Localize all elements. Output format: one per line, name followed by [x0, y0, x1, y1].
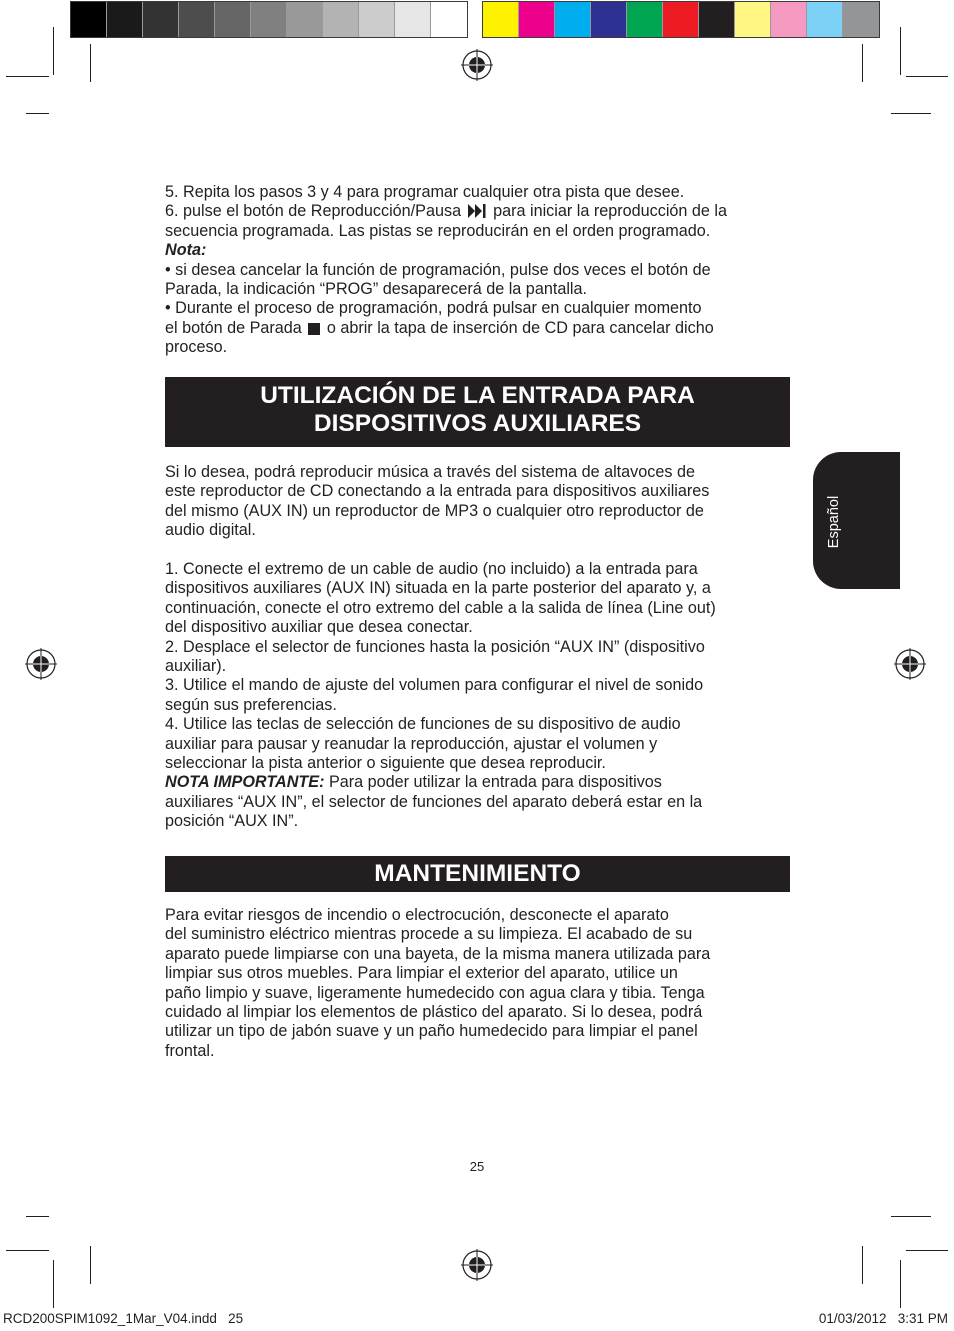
slug-filename: RCD200SPIM1092_1Mar_V04.indd 25: [3, 1311, 244, 1326]
color-swatch: [555, 2, 591, 37]
color-swatch: [627, 2, 663, 37]
aux-intro: Si lo desea, podrá reproducir música a través del sistema de altavoces de este reproductor de CD conectando a la entrada para dispositivos auxiliares del mismo (AUX IN) un reproductor de MP3 o cualquier otro reproductor de audio digital.: [165, 463, 710, 540]
aux-section-title: UTILIZACIÓN DE LA ENTRADA PARA DISPOSITIVOS AUXILIARES: [165, 377, 790, 447]
step-6-line: 6. pulse el botón de Reproducción/Pausa para iniciar la reproducción de la: [165, 202, 728, 221]
important-note-label: NOTA IMPORTANTE:: [165, 773, 325, 792]
slug-datetime: 01/03/2012 3:31 PM: [818, 1311, 948, 1326]
important-note-line-1: NOTA IMPORTANTE: Para poder utilizar la entrada para dispositivos: [165, 773, 662, 792]
stop-icon: [308, 323, 320, 335]
note-2-line-3: proceso.: [165, 338, 228, 357]
note-1-line-1: • si desea cancelar la función de programación, pulse dos veces el botón de: [165, 260, 711, 279]
registration-mark-icon: [460, 1248, 494, 1282]
color-swatch: [771, 2, 807, 37]
color-swatch: [359, 2, 395, 37]
color-swatch: [107, 2, 143, 37]
maintenance-text: Para evitar riesgos de incendio o electrocución, desconecte el aparato del suministro eléctrico mientras procede a su limpieza. El acabado de su aparato puede limpiarse con una bayeta, de la misma manera utilizada para limpiar sus otros muebles. Para limpiar el exterior del aparato, utilice un paño limpio y suave, ligeramente humedecido con agua clara y tibia. Tenga cuidado al limpiar los elementos de plástico del aparato. Si lo desea, podrá utilizar un tipo de jabón suave y un paño humedecido para limpiar el panel frontal.: [165, 906, 711, 1060]
registration-mark-icon: [893, 647, 927, 681]
note-label: Nota:: [165, 241, 207, 260]
color-swatch: [71, 2, 107, 37]
note-1-line-2: Parada, la indicación “PROG” desaparecerá de la pantalla.: [165, 280, 588, 299]
color-bar: [482, 1, 880, 38]
play-pause-icon: [468, 204, 487, 218]
color-swatch: [591, 2, 627, 37]
color-swatch: [735, 2, 771, 37]
aux-steps: 1. Conecte el extremo de un cable de audio (no incluido) a la entrada para dispositivos auxiliares (AUX IN) situada en la parte posterior del aparato y, a continuación, conecte el otro extremo del cable a la salida de línea (Line out) del dispositivo auxiliar que desea conectar. 2. Desplace el selector de funciones hasta la posición “AUX IN” (dispositivo auxiliar). 3. Utilice el mando de ajuste del volumen para configurar el nivel de sonido según sus preferencias. 4. Utilice las teclas de selección de funciones de su dispositivo de audio auxiliar para pausar y reanudar la reproducción, ajustar el volumen y seleccionar la pista anterior o siguiente que desea reproducir. NOTA IMPORTANTE: Para poder utilizar la entrada para dispositivos auxiliares “AUX IN”, el selector de funciones del aparato deberá estar en la posición “AUX IN”.: [165, 560, 795, 832]
color-swatch: [483, 2, 519, 37]
grayscale-bar: [70, 1, 468, 38]
color-swatch: [519, 2, 555, 37]
step-6-continued: secuencia programada. Las pistas se reproducirán en el orden programado.: [165, 221, 711, 240]
color-swatch: [699, 2, 735, 37]
page-number: 25: [469, 1159, 485, 1174]
note-2-line-2: el botón de Parada o abrir la tapa de inserción de CD para cancelar dicho: [165, 318, 714, 337]
color-swatch: [143, 2, 179, 37]
note-2-line-1: • Durante el proceso de programación, podrá pulsar en cualquier momento: [165, 299, 702, 318]
color-swatch: [395, 2, 431, 37]
color-swatch: [807, 2, 843, 37]
program-steps: [165, 183, 795, 358]
registration-mark-icon: [24, 647, 58, 681]
color-swatch: [663, 2, 699, 37]
color-swatch: [179, 2, 215, 37]
color-swatch: [431, 2, 467, 37]
registration-mark-icon: [460, 48, 494, 82]
color-swatch: [251, 2, 287, 37]
step-5: 5. Repita los pasos 3 y 4 para programar cualquier otra pista que desee.: [165, 183, 685, 201]
color-swatch: [843, 2, 879, 37]
maintenance-title: MANTENIMIENTO: [165, 856, 790, 892]
color-swatch: [287, 2, 323, 37]
color-swatch: [215, 2, 251, 37]
color-swatch: [323, 2, 359, 37]
